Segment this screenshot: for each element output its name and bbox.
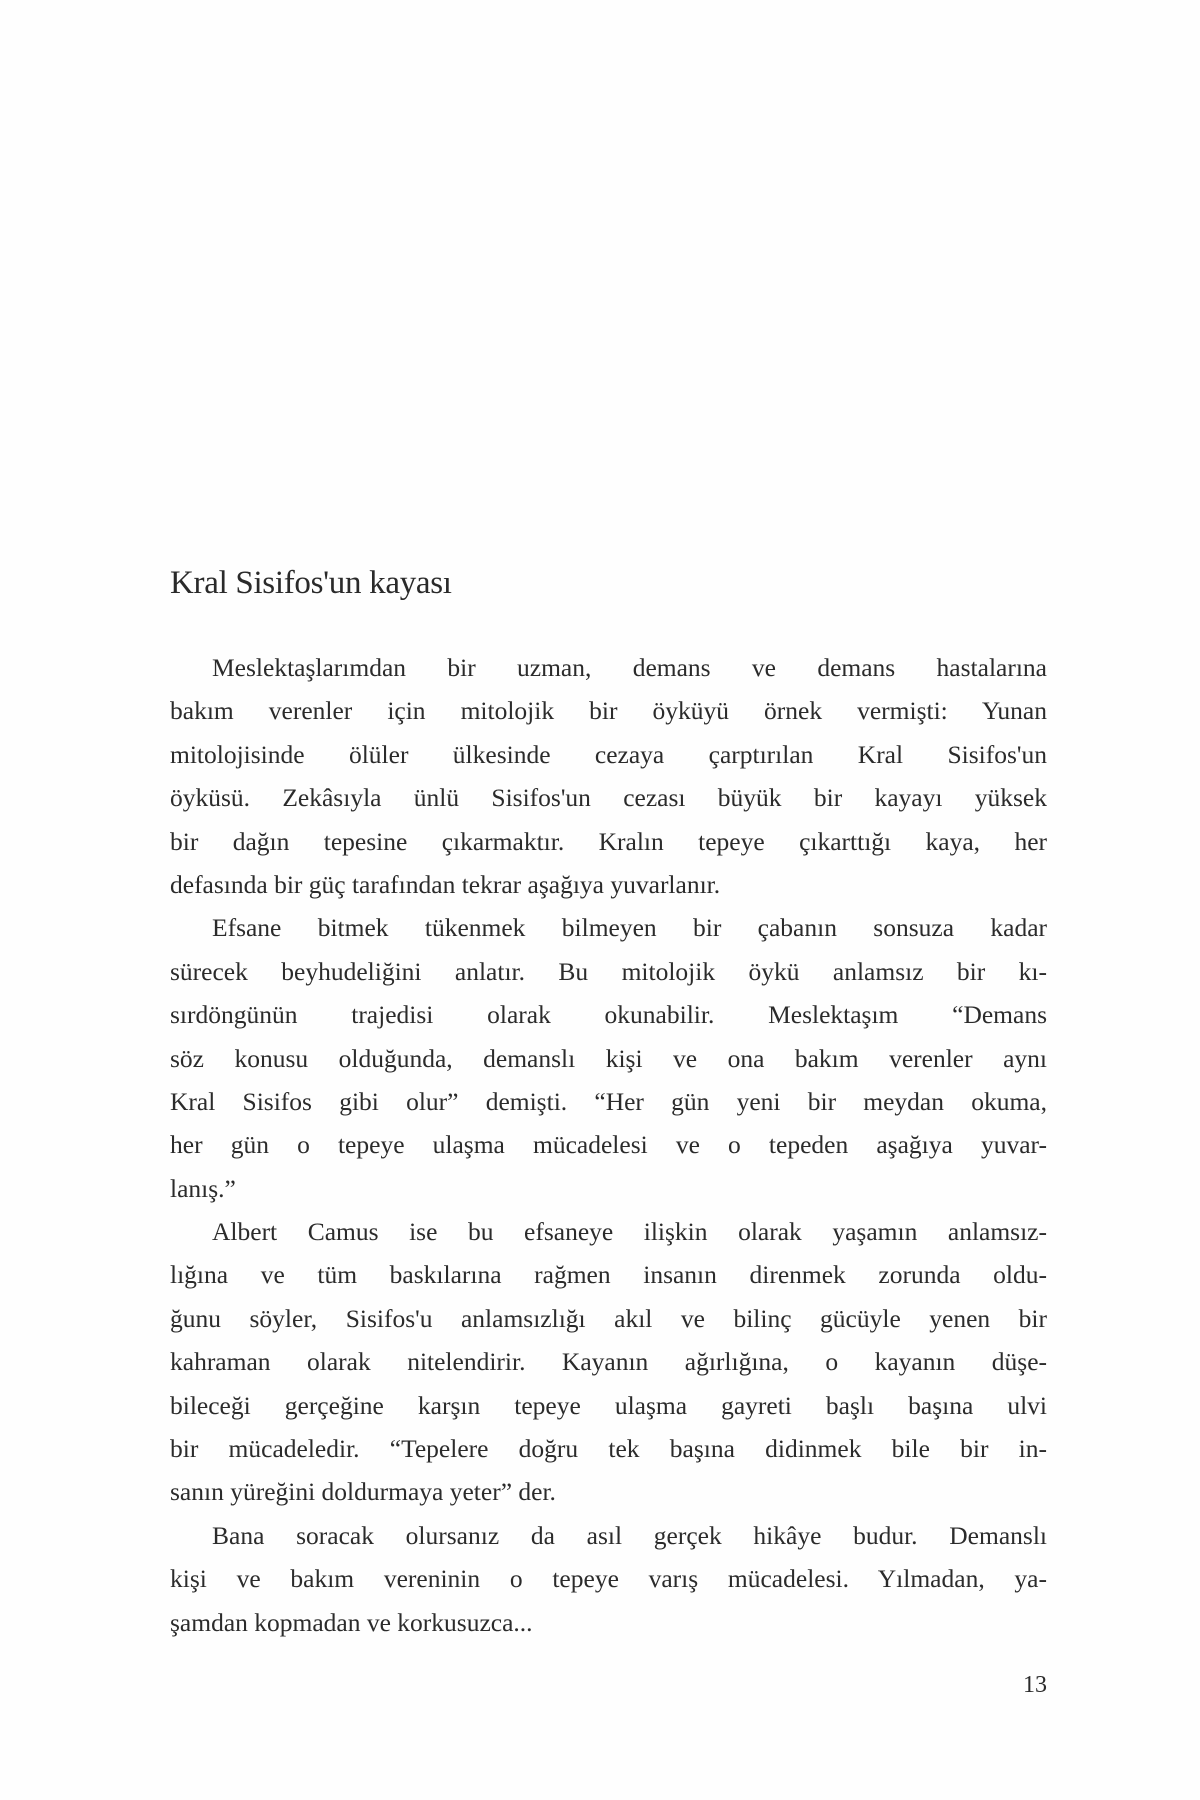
paragraph bbox=[170, 1514, 1047, 1644]
text-line: kahraman olarak nitelendirir. Kayanın ağırlığına, o kayanın düşe- bbox=[170, 1347, 1047, 1377]
text-line: bir dağın tepesine çıkarmaktır. Kralın tepeye çıkarttığı kaya, her bbox=[170, 826, 1047, 856]
paragraph bbox=[170, 646, 1047, 906]
paragraph bbox=[170, 1210, 1047, 1514]
text-line: sırdöngünün trajedisi olarak okunabilir. Meslektaşım “Demans bbox=[170, 1000, 1047, 1030]
page-number: 13 bbox=[1023, 1672, 1047, 1698]
text-line: lığına ve tüm baskılarına rağmen insanın direnmek zorunda oldu- bbox=[170, 1260, 1047, 1290]
body-text bbox=[170, 646, 1047, 1644]
text-line: söz konusu olduğunda, demanslı kişi ve ona bakım verenler aynı bbox=[170, 1043, 1047, 1073]
text-line: mitolojisinde ölüler ülkesinde cezaya çarptırılan Kral Sisifos'un bbox=[170, 739, 1047, 769]
chapter-title: Kral Sisifos'un kayası bbox=[170, 565, 452, 601]
text-line: bileceği gerçeğine karşın tepeye ulaşma gayreti başlı başına ulvi bbox=[170, 1390, 1047, 1420]
text-line: lanış.” bbox=[170, 1173, 236, 1203]
text-line: Bana soracak olursanız da asıl gerçek hikâye budur. Demanslı bbox=[212, 1520, 1047, 1550]
text-line: her gün o tepeye ulaşma mücadelesi ve o tepeden aşağıya yuvar- bbox=[170, 1130, 1047, 1160]
text-line: şamdan kopmadan ve korkusuzca... bbox=[170, 1607, 533, 1637]
text-line: Meslektaşlarımdan bir uzman, demans ve demans hastalarına bbox=[212, 653, 1047, 682]
text-line: bir mücadeledir. “Tepelere doğru tek başına didinmek bile bir in- bbox=[170, 1434, 1047, 1464]
text-line: sanın yüreğini doldurmaya yeter” der. bbox=[170, 1477, 556, 1507]
text-line: Efsane bitmek tükenmek bilmeyen bir çabanın sonsuza kadar bbox=[212, 913, 1047, 943]
text-line: Albert Camus ise bu efsaneye ilişkin olarak yaşamın anlamsız- bbox=[212, 1217, 1047, 1247]
text-line: Kral Sisifos gibi olur” demişti. “Her gün yeni bir meydan okuma, bbox=[170, 1086, 1047, 1116]
text-line: ğunu söyler, Sisifos'u anlamsızlığı akıl ve bilinç gücüyle yenen bir bbox=[170, 1303, 1047, 1333]
text-line: defasında bir güç tarafından tekrar aşağıya yuvarlanır. bbox=[170, 869, 721, 899]
paragraph bbox=[170, 906, 1047, 1210]
text-line: öyküsü. Zekâsıyla ünlü Sisifos'un cezası büyük bir kayayı yüksek bbox=[170, 783, 1047, 813]
text-line: bakım verenler için mitolojik bir öyküyü örnek vermişti: Yunan bbox=[170, 696, 1047, 726]
text-line: kişi ve bakım vereninin o tepeye varış mücadelesi. Yılmadan, ya- bbox=[170, 1564, 1047, 1594]
text-line: sürecek beyhudeliğini anlatır. Bu mitolojik öykü anlamsız bir kı- bbox=[170, 956, 1047, 986]
